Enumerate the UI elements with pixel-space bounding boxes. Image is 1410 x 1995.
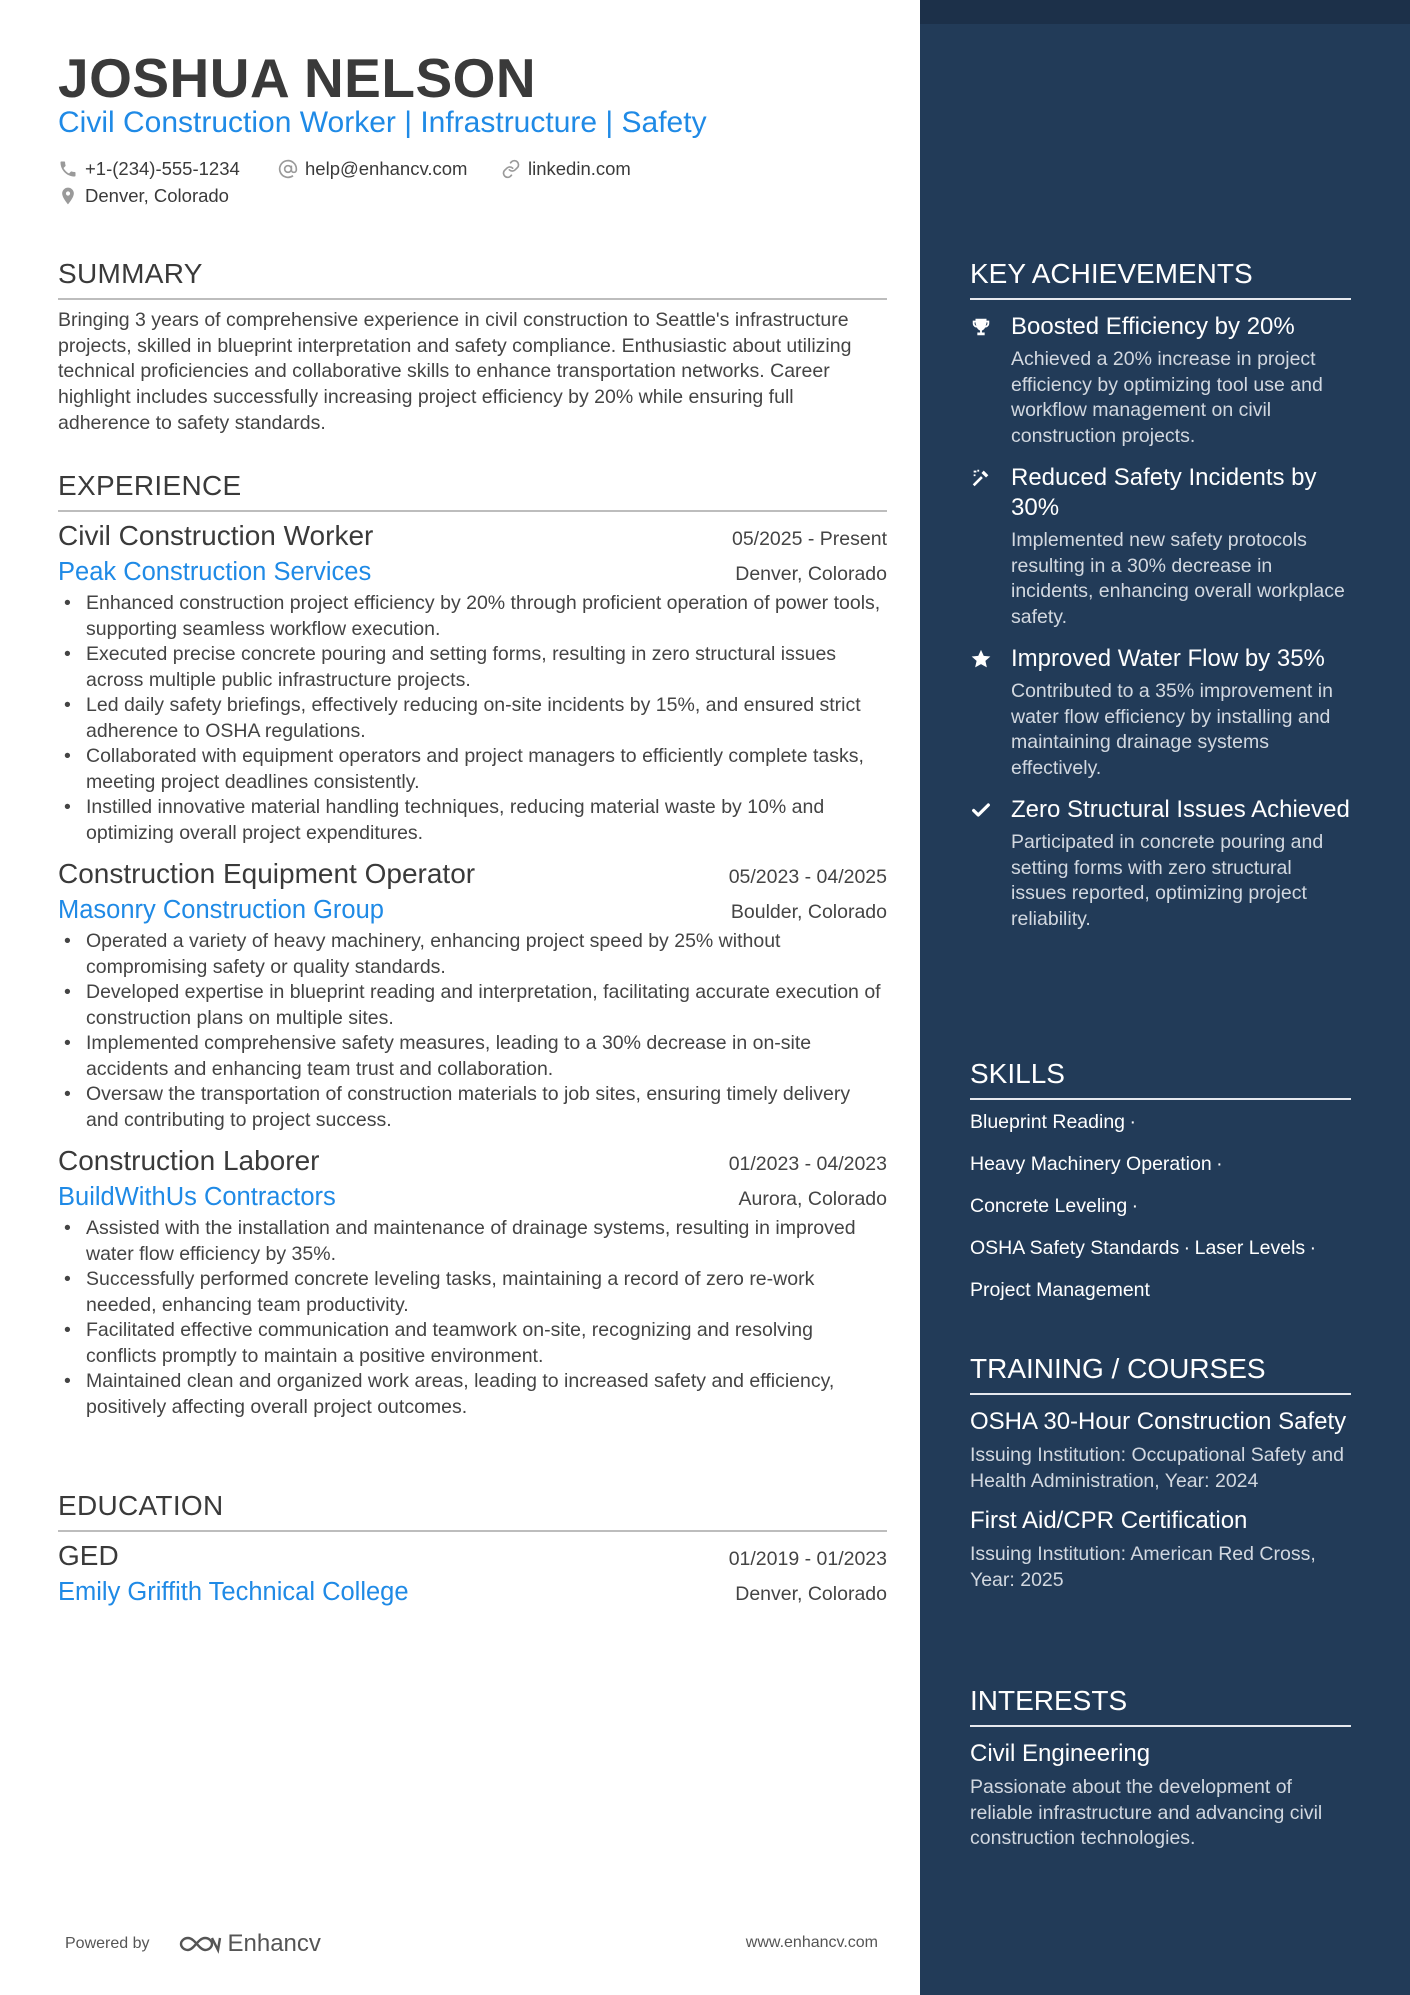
divider — [970, 298, 1351, 300]
divider — [58, 298, 887, 300]
contact-linkedin[interactable] — [501, 158, 631, 180]
job-title: Construction Equipment Operator — [58, 858, 476, 889]
bullet-item: • Operated a variety of heavy machinery, enhancing project speed by 25% without compromising safety or quality standards. — [86, 929, 887, 980]
candidate-name: JOSHUA NELSON — [58, 47, 537, 109]
job-date: 01/2023 - 04/2023 — [728, 1153, 887, 1175]
skills-section — [970, 1058, 1351, 1300]
skill-separator: · — [1216, 1153, 1223, 1175]
summary-text: Bringing 3 years of comprehensive experience in civil construction to Seattle's infrastructure projects, skilled in blueprint interpretation and safety compliance. Enthusiastic about utilizing technical proficiencies and collaborative skills to enhance transportation networks. Career highlight includes successfully increasing project efficiency by 20% while ensuring full adherence to safety standards. — [58, 309, 852, 434]
skill-separator: · — [1131, 1195, 1139, 1217]
section-title-achievements: KEY ACHIEVEMENTS — [970, 258, 1253, 289]
skill-row — [970, 1111, 1136, 1134]
bullet-item: • Instilled innovative material handling techniques, reducing material waste by 10% and optimizing overall project expenditures. — [86, 795, 887, 846]
bullet-item: • Successfully performed concrete leveling tasks, maintaining a record of zero re-work needed, enhancing team productivity. — [86, 1267, 887, 1318]
job-entry — [58, 520, 887, 846]
bullet-item: • Maintained clean and organized work areas, leading to increased safety and efficiency, positively affecting overall project outcomes. — [86, 1369, 887, 1420]
achievement-item — [970, 312, 1351, 449]
bullet-item: • Assisted with the installation and maintenance of drainage systems, resulting in improved water flow efficiency by 35%. — [86, 1216, 887, 1267]
bullet-item: • Enhanced construction project efficiency by 20% through proficient operation of power tools, supporting seamless workflow execution. — [86, 591, 887, 642]
bullet-item: • Oversaw the transportation of construction materials to job sites, ensuring timely delivery and contributing to project success. — [86, 1082, 887, 1133]
section-title-training: TRAINING / COURSES — [970, 1353, 1266, 1384]
bullet-item: • Executed precise concrete pouring and setting forms, resulting in zero structural issues across multiple public infrastructure projects. — [86, 642, 887, 693]
course-desc: Issuing Institution: Occupational Safety and Health Administration, Year: 2024 — [970, 1444, 1344, 1492]
summary-section — [58, 258, 887, 437]
job-entry — [58, 858, 887, 1133]
company-name[interactable]: BuildWithUs Contractors — [58, 1183, 336, 1211]
job-bullets — [58, 591, 887, 846]
email-text[interactable]: help@enhancv.com — [305, 158, 468, 179]
section-title-education: EDUCATION — [58, 1490, 224, 1521]
job-title: Construction Laborer — [58, 1145, 320, 1176]
course-item — [970, 1506, 1351, 1593]
bullet-item: • Developed expertise in blueprint reading and interpretation, facilitating accurate execution of construction plans on multiple sites. — [86, 980, 887, 1031]
achievement-desc: Contributed to a 35% improvement in water flow efficiency by installing and maintaining drainage systems effectively. — [1011, 680, 1333, 779]
job-date: 05/2023 - 04/2025 — [728, 866, 887, 888]
bullet-item: • Facilitated effective communication and teamwork on-site, recognizing and resolving conflicts promptly to maintain a positive environment. — [86, 1318, 887, 1369]
achievement-title: Reduced Safety Incidents by 30% — [1011, 464, 1317, 521]
skill-item: Heavy Machinery Operation — [970, 1153, 1212, 1175]
skill-row — [970, 1279, 1150, 1302]
skill-row — [970, 1237, 1316, 1260]
location-text: Denver, Colorado — [85, 185, 229, 206]
skill-item: Project Management — [970, 1279, 1150, 1301]
achievement-desc: Achieved a 20% increase in project efficiency by optimizing tool use and workflow management on civil construction projects. — [1011, 348, 1323, 447]
job-location: Denver, Colorado — [735, 563, 887, 585]
section-title-interests: INTERESTS — [970, 1685, 1128, 1716]
company-name[interactable]: Masonry Construction Group — [58, 896, 384, 924]
skill-separator: · — [1129, 1111, 1136, 1133]
linkedin-text[interactable]: linkedin.com — [528, 158, 631, 179]
infinity-logo-icon — [176, 1932, 222, 1956]
link-icon — [501, 159, 521, 179]
education-section — [58, 1490, 887, 1607]
star-icon — [970, 648, 992, 670]
education-location: Denver, Colorado — [735, 1583, 887, 1605]
contact-location — [58, 185, 229, 207]
headline: Civil Construction Worker | Infrastructure | Safety — [58, 106, 707, 139]
achievements-section — [970, 258, 1351, 932]
skill-separator: · — [1309, 1237, 1317, 1259]
phone-icon — [58, 159, 78, 179]
degree: GED — [58, 1540, 119, 1571]
course-title: OSHA 30-Hour Construction Safety — [970, 1408, 1347, 1435]
trophy-icon — [970, 316, 992, 338]
skill-item: Concrete Leveling — [970, 1195, 1128, 1217]
achievement-title: Zero Structural Issues Achieved — [1011, 796, 1350, 823]
skill-item: Blueprint Reading — [970, 1111, 1126, 1133]
skills-list — [970, 1100, 1351, 1300]
school-name[interactable]: Emily Griffith Technical College — [58, 1578, 409, 1606]
enhancv-logo[interactable] — [176, 1930, 321, 1958]
interest-desc: Passionate about the development of reliable infrastructure and advancing civil construction technologies. — [970, 1776, 1323, 1849]
job-bullets — [58, 1216, 887, 1420]
divider — [58, 510, 887, 512]
achievement-item — [970, 463, 1351, 630]
sidebar — [920, 0, 1410, 1995]
achievement-item — [970, 644, 1351, 781]
skill-separator: · — [1183, 1237, 1191, 1259]
skill-row — [970, 1195, 1138, 1218]
education-date: 01/2019 - 01/2023 — [728, 1548, 887, 1570]
sidebar-top-bar — [920, 0, 1410, 24]
experience-section — [58, 470, 887, 1420]
footer-powered-by — [65, 1930, 321, 1958]
bullet-item: • Implemented comprehensive safety measures, leading to a 30% decrease in on-site accidents and enhancing team trust and collaboration. — [86, 1031, 887, 1082]
powered-by-text: Powered by — [65, 1935, 150, 1952]
section-title-skills: SKILLS — [970, 1058, 1065, 1089]
job-title: Civil Construction Worker — [58, 520, 374, 551]
section-title-summary: SUMMARY — [58, 258, 203, 289]
skill-item: OSHA Safety Standards — [970, 1237, 1180, 1259]
hammer-icon — [970, 467, 992, 489]
bullet-item: • Collaborated with equipment operators and project managers to efficiently complete tasks, meeting project deadlines consistently. — [86, 744, 887, 795]
achievement-desc: Implemented new safety protocols resulting in a 30% decrease in incidents, enhancing overall workplace safety. — [1011, 529, 1345, 628]
interest-item — [970, 1739, 1351, 1852]
divider — [970, 1393, 1351, 1395]
training-section — [970, 1353, 1351, 1593]
achievement-title: Boosted Efficiency by 20% — [1011, 313, 1295, 340]
job-date: 05/2025 - Present — [731, 528, 887, 550]
course-item — [970, 1407, 1351, 1494]
section-title-experience: EXPERIENCE — [58, 470, 242, 501]
footer-url[interactable]: www.enhancv.com — [745, 1934, 878, 1951]
achievement-title: Improved Water Flow by 35% — [1011, 645, 1325, 672]
course-desc: Issuing Institution: American Red Cross, Year: 2025 — [970, 1543, 1316, 1591]
contact-email[interactable] — [278, 158, 467, 180]
at-sign-icon — [278, 159, 298, 179]
job-entry — [58, 1145, 887, 1420]
interests-section — [970, 1685, 1351, 1852]
job-location: Aurora, Colorado — [738, 1188, 887, 1210]
checkmark-icon — [970, 799, 992, 821]
phone-text: +1-(234)-555-1234 — [85, 158, 240, 179]
achievement-item — [970, 795, 1351, 932]
divider — [58, 1530, 887, 1532]
interest-title: Civil Engineering — [970, 1740, 1151, 1767]
skill-item: Laser Levels — [1194, 1237, 1306, 1259]
location-pin-icon — [58, 186, 78, 206]
brand-text: Enhancv — [227, 1930, 321, 1957]
skill-row — [970, 1153, 1223, 1176]
achievement-desc: Participated in concrete pouring and setting forms with zero structural issues reported, optimizing project reliability. — [1011, 831, 1324, 930]
job-bullets — [58, 929, 887, 1133]
divider — [970, 1725, 1351, 1727]
course-title: First Aid/CPR Certification — [970, 1507, 1248, 1534]
contact-phone — [58, 158, 240, 180]
bullet-item: • Led daily safety briefings, effectively reducing on-site incidents by 15%, and ensured strict adherence to OSHA regulations. — [86, 693, 887, 744]
company-name[interactable]: Peak Construction Services — [58, 558, 372, 586]
job-location: Boulder, Colorado — [730, 901, 887, 923]
